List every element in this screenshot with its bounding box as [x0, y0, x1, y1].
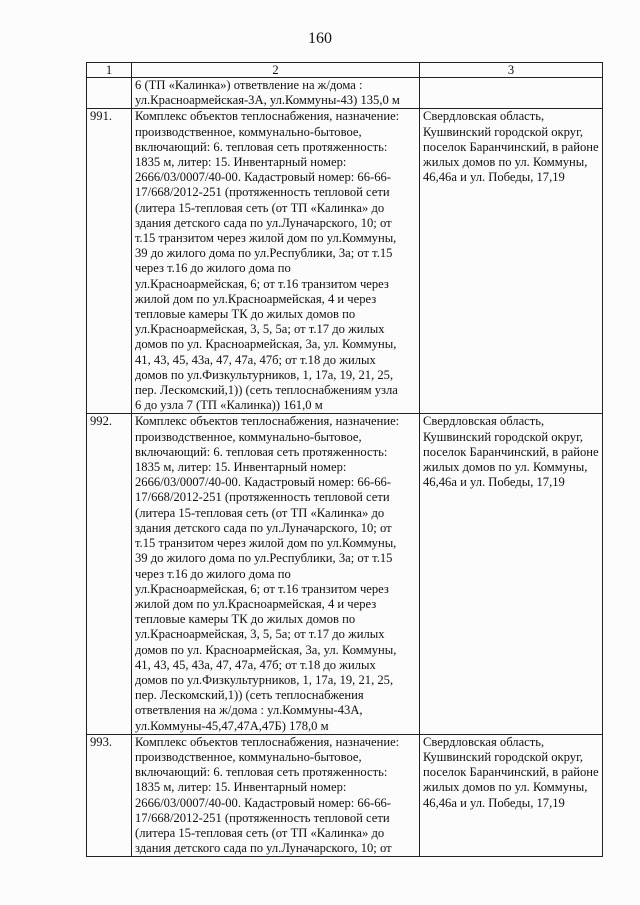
row-description: Комплекс объектов теплоснабжения, назначение: производственное, коммунально-бытовое, включающий: 6. тепловая сеть протяженность: 1835 м, литер: 15. Инвентарный номер: 2666/03/0007/40-00. Кадастровый номер: 66-66- 17/668/2012-251 (протяженность тепловой сети (литера 15-тепловая сеть (от ТП «Калинка» до здания детского сада по ул.Луначарского, 10; от т.15 транзитом через жилой дом по ул.Коммуны, 39 до жилого дома по ул.Республики, 3а; от т.15 через т.16 до жилого дома по ул.Красноармейская, 6; от т.16 транзитом через жилой дом по ул.Красноармейская, 4 и через тепловые камеры ТК до жилых домов по ул.Красноармейская, 3, 5, 5а; от т.17 до жилых домов по ул. Красноармейская, 3а, ул. Коммуны, 41, 43, 45, 43а, 47, 47а, 47б; от т.18 до жилых домов по ул.Физкультурников, 1, 17а, 19, 21, 25, пер. Лескомский,1)) (сеть теплоснабжениям узла 6 до узла 7 (ТП «Калинка)) 161,0 м [132, 109, 420, 414]
row-location [420, 78, 603, 109]
row-location: Свердловская область, Кушвинский городской округ, поселок Баранчинский, в районе жилых домов по ул. Коммуны, 46,46а и ул. Победы, 17,19 [420, 414, 603, 734]
column-header-1: 1 [87, 63, 132, 78]
row-description: Комплекс объектов теплоснабжения, назначение: производственное, коммунально-бытовое, включающий: 6. тепловая сеть протяженность: 1835 м, литер: 15. Инвентарный номер: 2666/03/0007/40-00. Кадастровый номер: 66-66- 17/668/2012-251 (протяженность тепловой сети (литера 15-тепловая сеть (от ТП «Калинка» до здания детского сада по ул.Луначарского, 10; от [132, 734, 420, 857]
row-location: Свердловская область, Кушвинский городской округ, поселок Баранчинский, в районе жилых домов по ул. Коммуны, 46,46а и ул. Победы, 17,19 [420, 734, 603, 857]
column-header-3: 3 [420, 63, 603, 78]
table-header-row [87, 63, 603, 78]
row-description: 6 (ТП «Калинка») ответвление на ж/дома : ул.Красноармейская-3А, ул.Коммуны-43) 135,0 м [132, 78, 420, 109]
column-header-2: 2 [132, 63, 420, 78]
table-row [87, 734, 603, 857]
row-number: 992. [87, 414, 132, 734]
row-number [87, 78, 132, 109]
row-description: Комплекс объектов теплоснабжения, назначение: производственное, коммунально-бытовое, включающий: 6. тепловая сеть протяженность: 1835 м, литер: 15. Инвентарный номер: 2666/03/0007/40-00. Кадастровый номер: 66-66- 17/668/2012-251 (протяженность тепловой сети (литера 15-тепловая сеть (от ТП «Калинка» до здания детского сада по ул.Луначарского, 10; от т.15 транзитом через жилой дом по ул.Коммуны, 39 до жилого дома по ул.Республики, 3а; от т.15 через т.16 до жилого дома по ул.Красноармейская, 6; от т.16 транзитом через жилой дом по ул.Красноармейская, 4 и через тепловые камеры ТК до жилых домов по ул.Красноармейская, 3, 5, 5а; от т.17 до жилых домов по ул. Красноармейская, 3а, ул. Коммуны, 41, 43, 45, 43а, 47, 47а, 47б; от т.18 до жилых домов по ул.Физкультурников, 1, 17а, 19, 21, 25, пер. Лескомский,1)) (сеть теплоснабжения ответвления на ж/дома : ул.Коммуны-43А, ул.Коммуны-45,47,47А,47Б) 178,0 м [132, 414, 420, 734]
table-row-continuation [87, 78, 603, 109]
row-number: 993. [87, 734, 132, 857]
row-number: 991. [87, 109, 132, 414]
page-number: 160 [308, 30, 332, 47]
row-location: Свердловская область, Кушвинский городской округ, поселок Баранчинский, в районе жилых домов по ул. Коммуны, 46,46а и ул. Победы, 17,19 [420, 109, 603, 414]
table-row [87, 414, 603, 734]
table-row [87, 109, 603, 414]
property-table [86, 62, 603, 857]
